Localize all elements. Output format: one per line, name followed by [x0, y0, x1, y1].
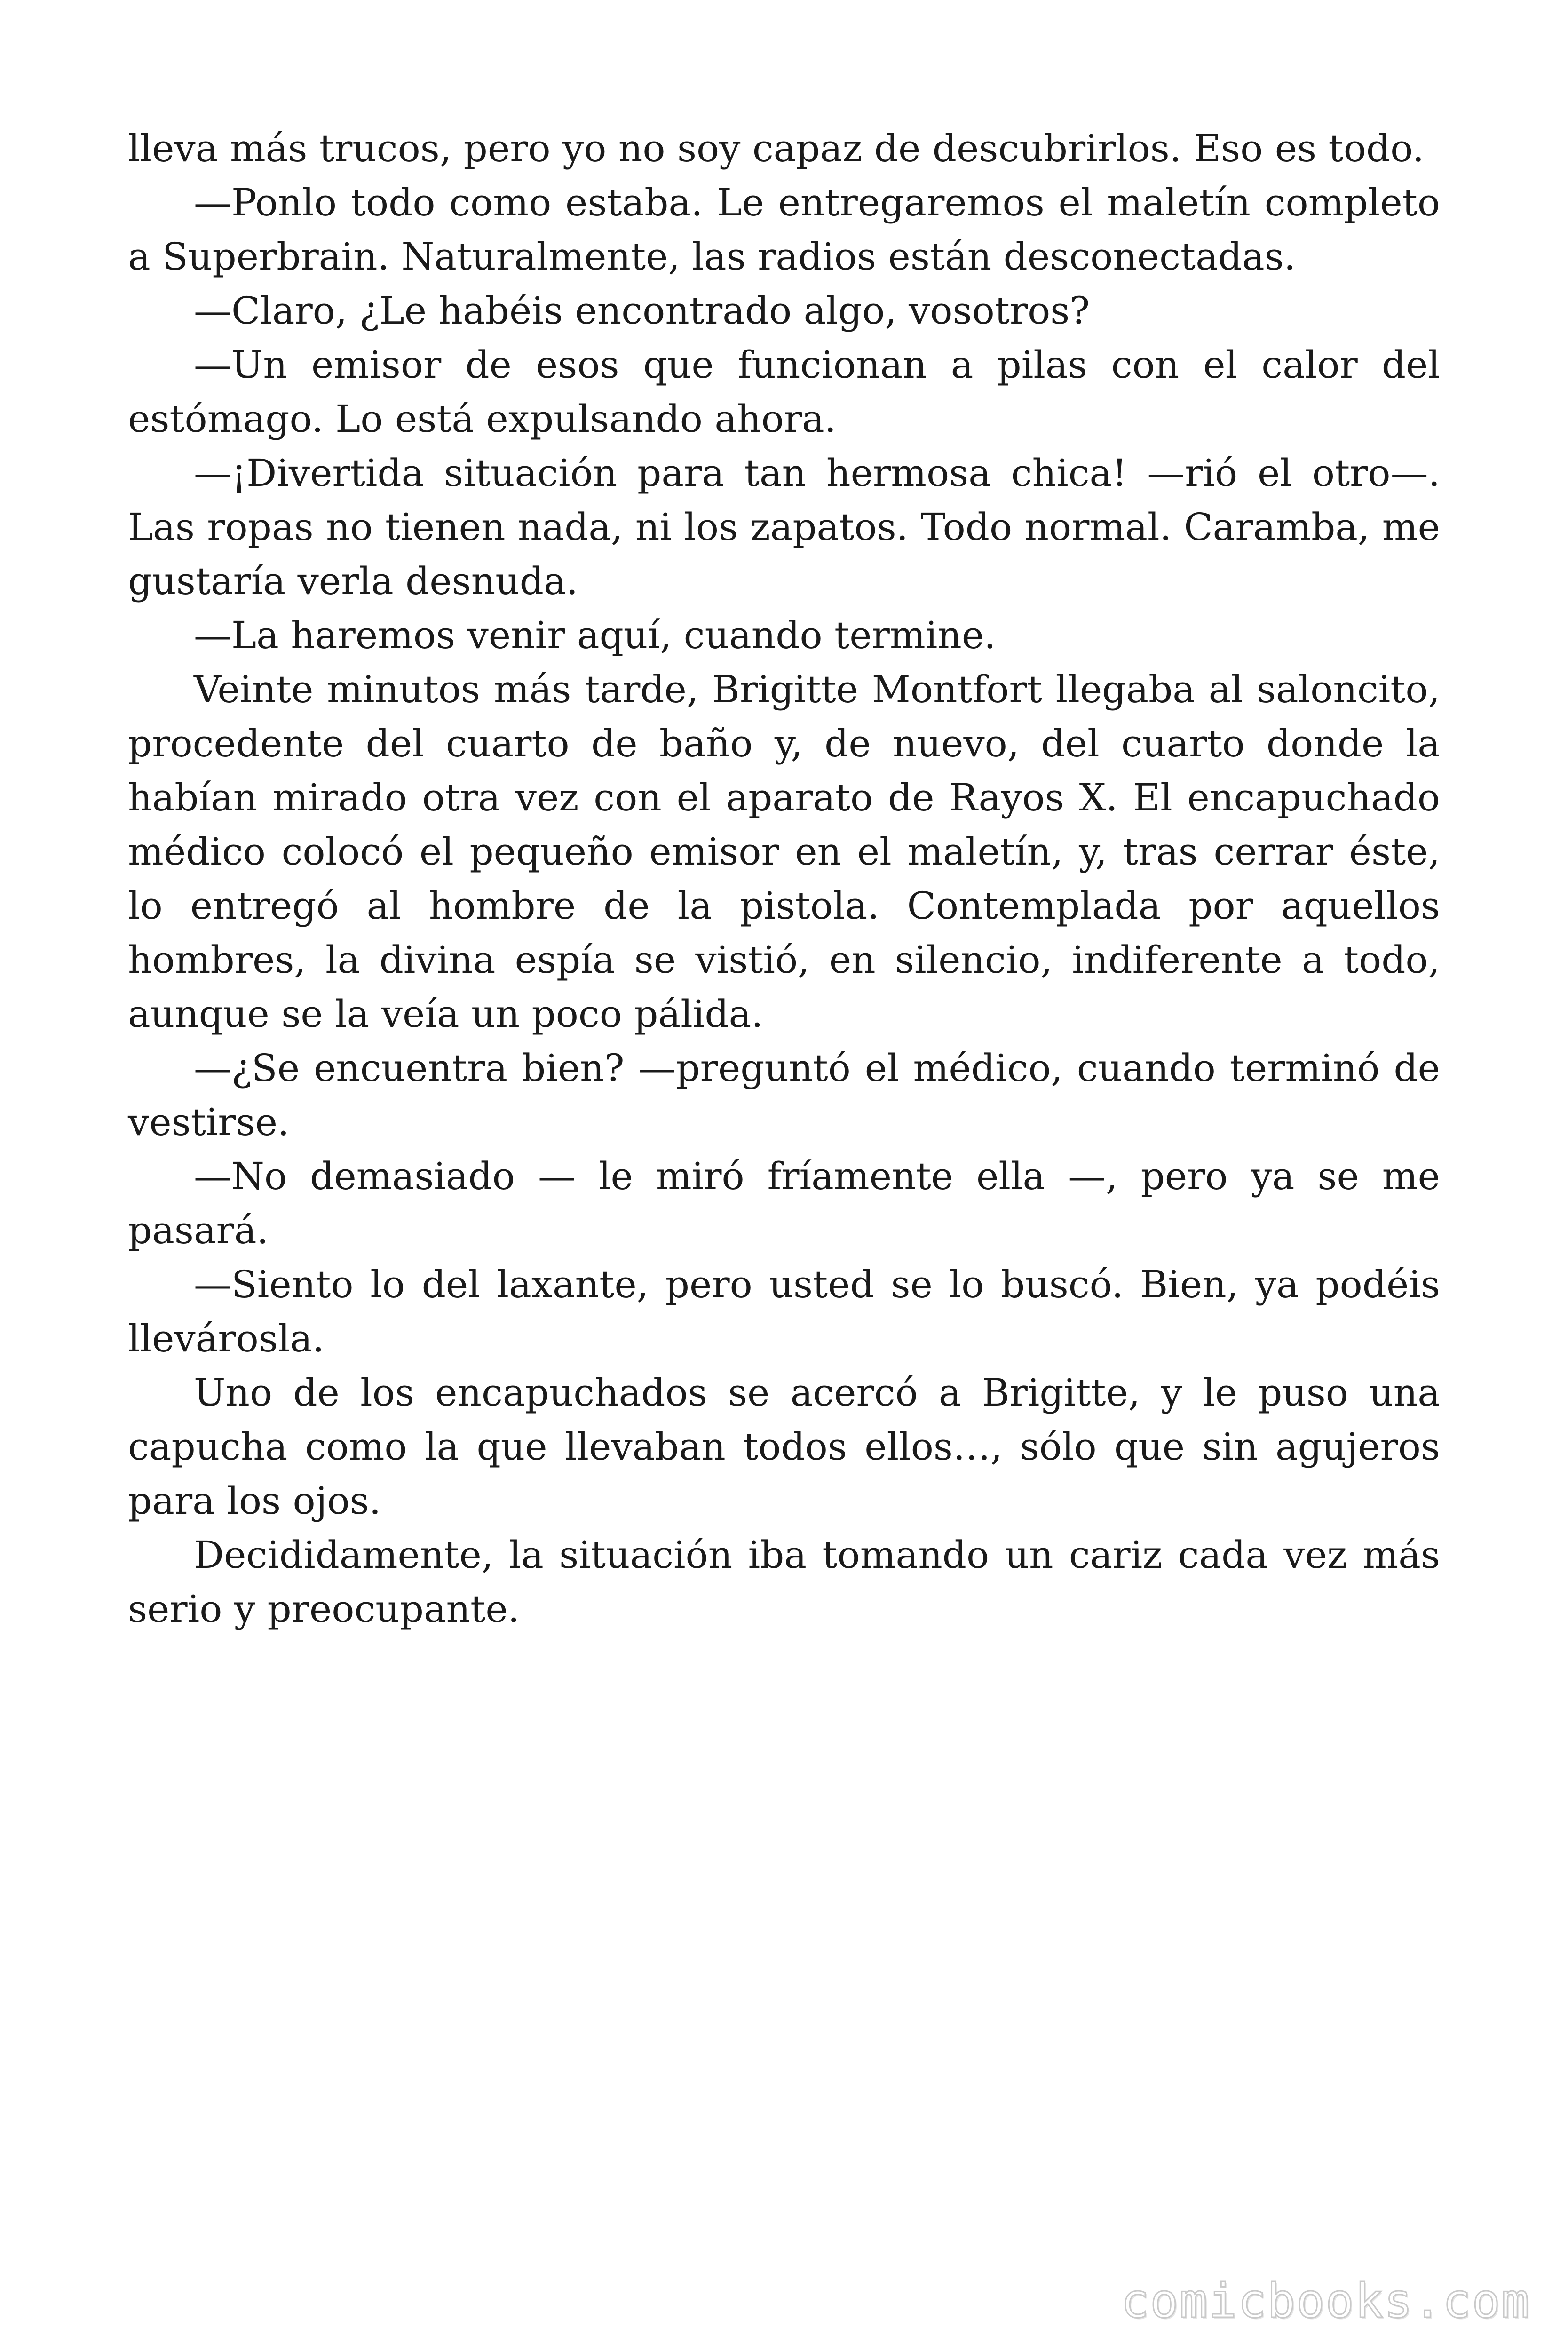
paragraph: —¿Se encuentra bien? —preguntó el médico, cuando terminó de vestirse.	[128, 1046, 1440, 1144]
paragraph: lleva más trucos, pero yo no soy capaz de descubrirlos. Eso es todo.	[128, 127, 1425, 170]
paragraph: Veinte minutos más tarde, Brigitte Montfort llegaba al saloncito, procedente del cuarto de baño y, de nuevo, del cuarto donde la habían mirado otra vez con el aparato de Rayos X. El encapuchado médico colocó el pequeño emisor en el maletín, y, tras cerrar éste, lo entregó al hombre de la pistola. Contemplada por aquellos hombres, la divina espía se vistió, en silencio, indiferente a todo, aunque se la veía un poco pálida.	[128, 667, 1440, 1036]
paragraph: —No demasiado — le miró fríamente ella —, pero ya se me pasará.	[128, 1154, 1440, 1252]
paragraph: Uno de los encapuchados se acercó a Brigitte, y le puso una capucha como la que llevaban todos ellos…, sólo que sin agujeros para los ojos.	[128, 1371, 1440, 1523]
paragraph: —Un emisor de esos que funcionan a pilas con el calor del estómago. Lo está expulsando ahora.	[128, 343, 1440, 441]
paragraph: —Siento lo del laxante, pero usted se lo buscó. Bien, ya podéis llevárosla.	[128, 1263, 1440, 1360]
body-text	[128, 121, 1440, 1636]
paragraph: —Ponlo todo como estaba. Le entregaremos el maletín completo a Superbrain. Naturalmente, las radios están desconectadas.	[128, 181, 1440, 278]
paragraph: —La haremos venir aquí, cuando termine.	[194, 613, 996, 657]
watermark: comicbooks.com	[1121, 2273, 1530, 2328]
paragraph: Decididamente, la situación iba tomando un cariz cada vez más serio y preocupante.	[128, 1533, 1440, 1631]
paragraph: —Claro, ¿Le habéis encontrado algo, vosotros?	[194, 289, 1090, 333]
paragraph: —¡Divertida situación para tan hermosa chica! —rió el otro—. Las ropas no tienen nada, ni los zapatos. Todo normal. Caramba, me gustaría verla desnuda.	[128, 451, 1440, 603]
